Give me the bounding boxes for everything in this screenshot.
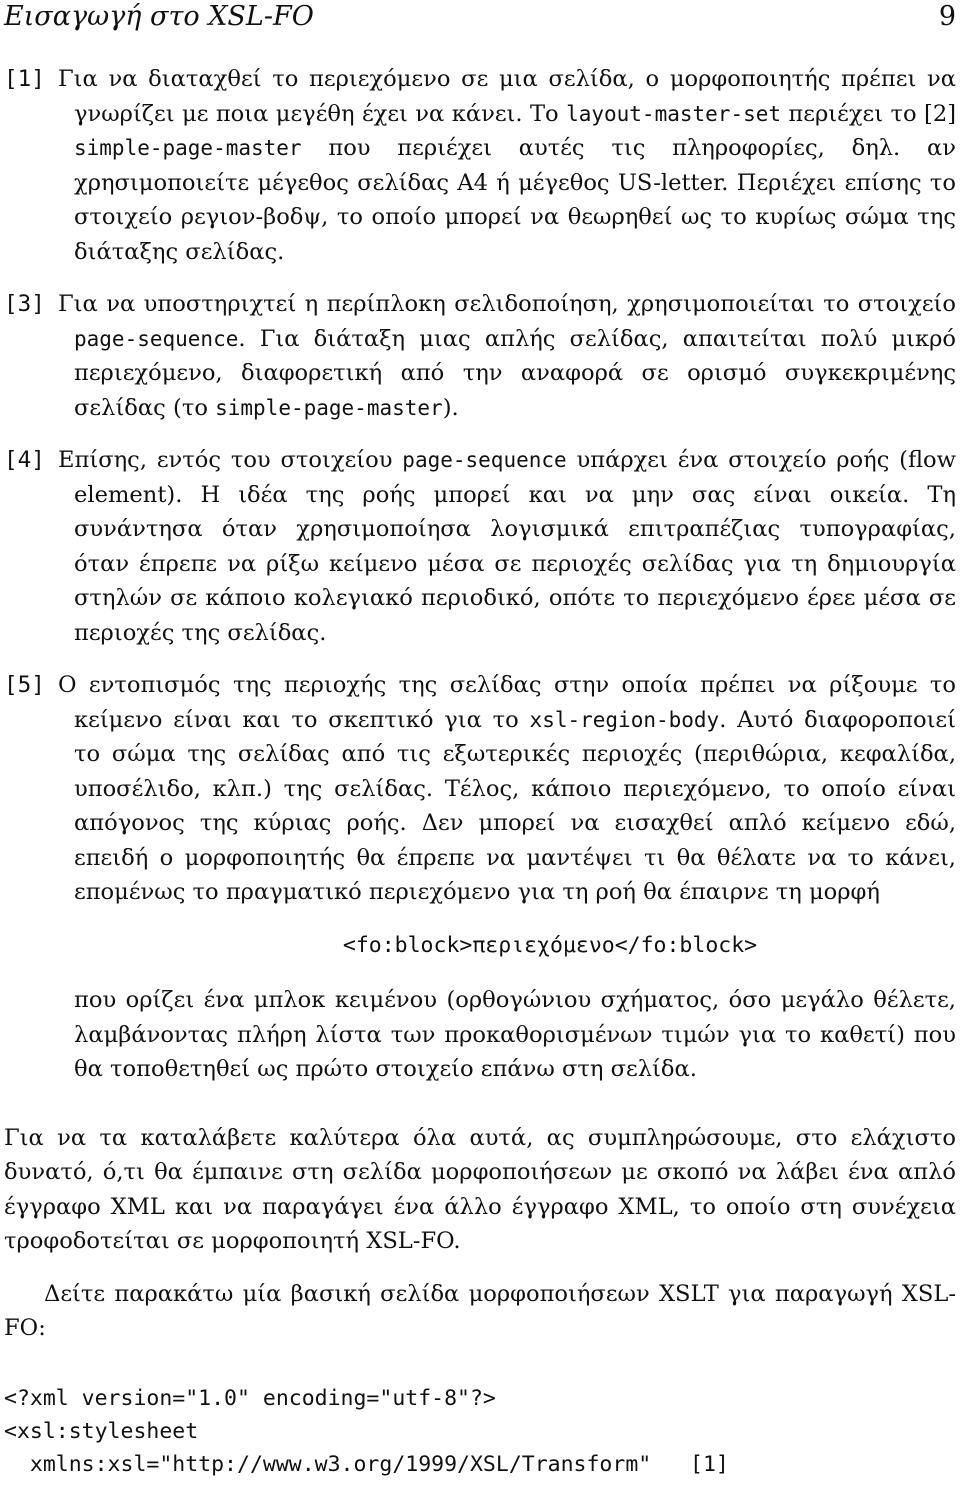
inline-code: simple-page-master bbox=[215, 395, 443, 420]
inline-code: page-sequence bbox=[402, 448, 567, 472]
note-4 bbox=[4, 443, 956, 650]
inline-code: xsl-region-body bbox=[529, 707, 720, 732]
note-text: . Για διάταξη μιας απλής σελίδας, απαιτείται πολύ μικρό περιεχόμενο, διαφορετική από την αναφορά σε ορισμό συγκεκριμένης σελίδας (το bbox=[74, 325, 956, 421]
note-text: περιέχει το [2] bbox=[781, 100, 957, 127]
running-header bbox=[4, 0, 956, 34]
note-marker: [3] bbox=[4, 291, 45, 317]
page-number: 9 bbox=[938, 1, 956, 32]
paragraph: Δείτε παρακάτω μία βασική σελίδα μορφοποιήσεων XSLT για παραγωγή XSL-FO: bbox=[4, 1280, 956, 1341]
note-marker: [5] bbox=[4, 672, 45, 698]
display-code: <fo:block>περιεχόμενο</fo:block> bbox=[342, 932, 758, 958]
note-text: . Αυτό διαφοροποιεί το σώμα της σελίδας από τις εξωτερικές περιοχές (περιθώρια, κεφαλίδα, υποσέλιδο, κλπ.) της σελίδας. Τέλος, κάποιο περιεχόμενο, το οποίο είναι απόγονος της κύριας ροής. Δεν μπορεί να εισαχθεί απλό κείμενο εδώ, επειδή ο μορφοποιητής θα έπρεπε να μαντέψει τι θα θέλατε να το κάνει, επομένως το πραγματικό περιεχόμενο για τη ροή θα έπαιρνε τη μορφή bbox=[74, 706, 957, 905]
note-marker: [1] bbox=[4, 66, 45, 92]
note-continuation: που ορίζει ένα μπλοκ κειμένου (ορθογώνιου σχήματος, όσο μεγάλο θέλετε, λαμβάνοντας πλήρη λίστα των προκαθορισμένων τιμών για το καθετί) που θα τοποθετηθεί ως πρώτο στοιχείο επάνω στη σελίδα. bbox=[74, 987, 956, 1082]
note-text: Για να υποστηριχτεί η περίπλοκη σελιδοποίηση, χρησιμοποιείται το στοιχείο bbox=[58, 291, 956, 317]
page-body bbox=[4, 62, 956, 1481]
running-title: Εισαγωγή στο XSL-FO bbox=[4, 1, 314, 32]
note-1 bbox=[4, 62, 956, 269]
note-5 bbox=[4, 668, 956, 1087]
note-text: ). bbox=[442, 394, 459, 421]
code-line: <xsl:stylesheet bbox=[4, 1418, 199, 1444]
code-line: xmlns:xsl="http://www.w3.org/1999/XSL/Transform" [1] bbox=[4, 1451, 729, 1477]
inline-code: layout-master-set bbox=[566, 101, 782, 126]
note-marker: [4] bbox=[4, 447, 45, 473]
code-display bbox=[74, 928, 956, 964]
note-3 bbox=[4, 287, 956, 425]
note-text: Ο εντοπισμός της περιοχής της σελίδας στην οποία πρέπει να ρίξουμε το κείμενο είναι και το σκεπτικό για το bbox=[58, 672, 956, 733]
code-line: <?xml version="1.0" encoding="utf-8"?> bbox=[4, 1385, 496, 1411]
note-text: υπάρχει ένα στοιχείο ροής (flow element). Η ιδέα της ροής μπορεί και να μην σας είναι οικεία. Τη συνάντησα όταν χρησιμοποίησα λογισμικά επιτραπέζιας τυπογραφίας, όταν έπρεπε να ρίξω κείμενο μέσα σε περιοχές σελίδας για τη δημιουργία στηλών σε κάποιο κολεγιακό περιοδικό, οπότε το περιεχόμενο έρεε μέσα σε περιοχές της σελίδας. bbox=[74, 447, 956, 646]
inline-code: page-sequence bbox=[74, 326, 239, 351]
note-text: Για να διαταχθεί το περιεχόμενο σε μια σελίδα, ο μορφοποιητής πρέπει να γνωρίζει με ποια μεγέθη έχει να κάνει. Το bbox=[58, 66, 956, 127]
paragraph: Για να τα καταλάβετε καλύτερα όλα αυτά, ας συμπληρώσουμε, στο ελάχιστο δυνατό, ό,τι θα έμπαινε στη σελίδα μορφοποιήσεων με σκοπό να λάβει ένα απλό έγγραφο XML και να παραγάγει ένα άλλο έγγραφο XML, το οποίο στη συνέχεια τροφοδοτείται σε μορφοποιητή XSL-FO. bbox=[4, 1124, 956, 1254]
note-text: Επίσης, εντός του στοιχείου bbox=[58, 447, 403, 473]
code-listing bbox=[4, 1382, 956, 1481]
note-text: που περιέχει αυτές τις πληροφορίες, δηλ. αν χρησιμοποιείτε μέγεθος σελίδας A4 ή μέγεθος US-letter. Περιέχει επίσης το στοιχείο ρεγιον-βοδψ, το οποίο μπορεί να θεωρηθεί ως το κυρίως σώμα της διάταξης σελίδας. bbox=[74, 135, 956, 265]
inline-code: simple-page-master bbox=[74, 136, 302, 160]
